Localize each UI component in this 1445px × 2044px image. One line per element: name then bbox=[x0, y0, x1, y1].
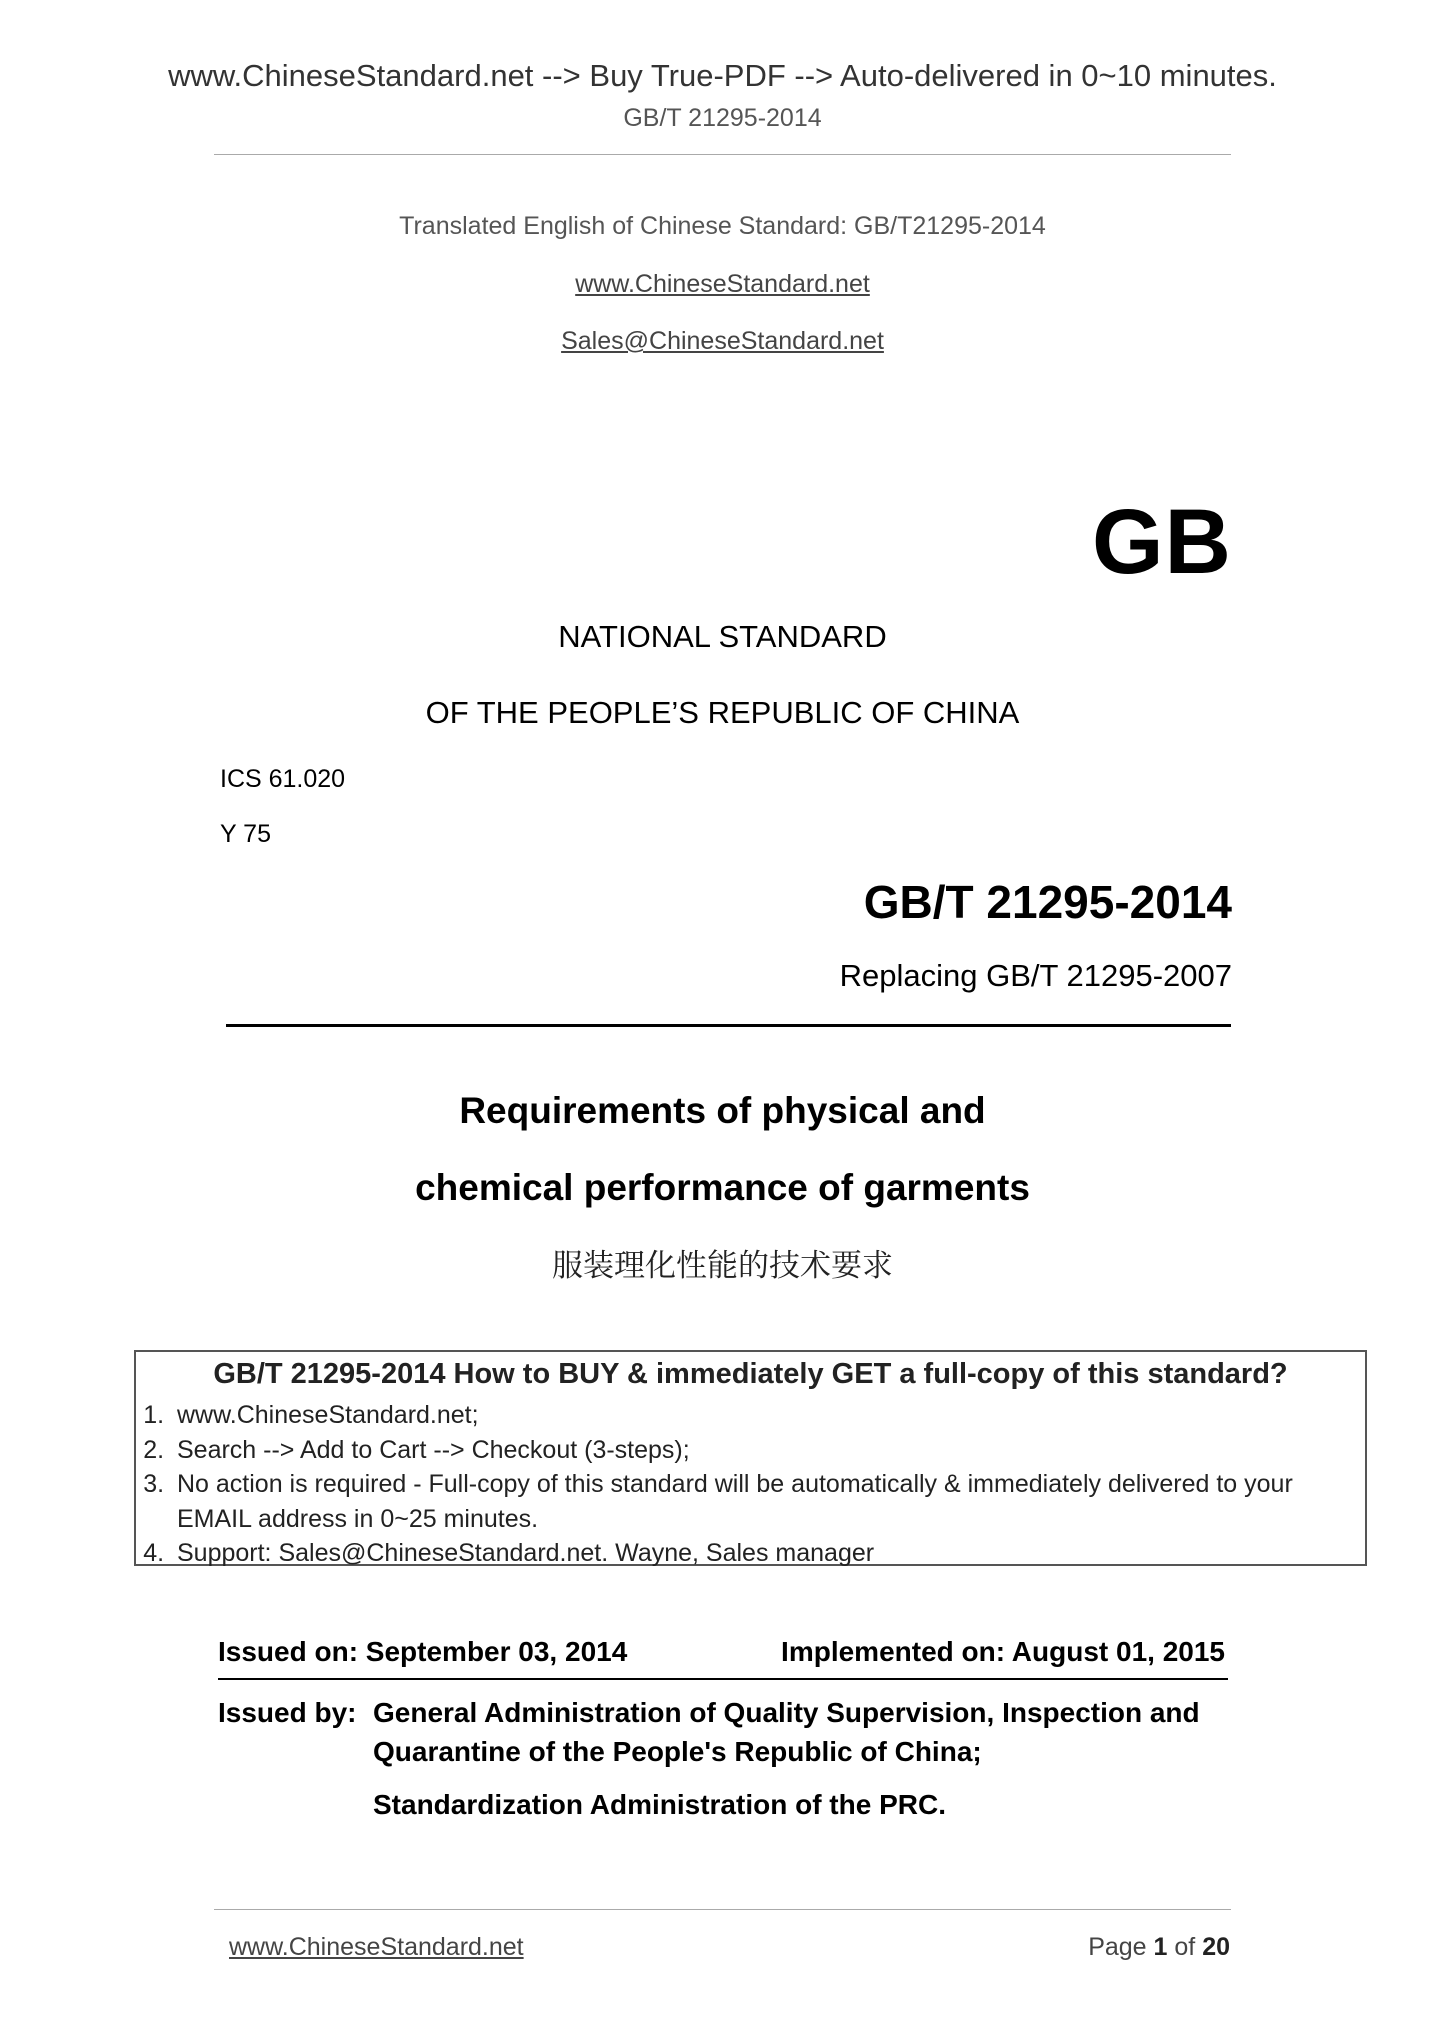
buy-box-heading: GB/T 21295-2014 How to BUY & immediately GET a full-copy of this standard? bbox=[213, 1358, 1288, 1390]
document-title-chinese: 服装理化性能的技术要求 bbox=[552, 1248, 893, 1283]
email-link-wrap bbox=[0, 327, 1445, 356]
gb-mark: GB bbox=[1092, 491, 1232, 593]
website-link-wrap bbox=[0, 270, 1445, 299]
email-link[interactable]: Sales@ChineseStandard.net bbox=[561, 327, 884, 355]
buy-steps-list bbox=[136, 1398, 1365, 1571]
page-of: of bbox=[1167, 1933, 1203, 1961]
issuer-line-3: Standardization Administration of the PRC. bbox=[373, 1789, 946, 1820]
ics-code: ICS 61.020 bbox=[220, 765, 346, 793]
issuer-line-2: Quarantine of the People's Republic of China; bbox=[373, 1736, 982, 1767]
national-standard-heading: NATIONAL STANDARD bbox=[558, 619, 887, 654]
dates-divider bbox=[218, 1678, 1228, 1680]
issuer-line-1: General Administration of Quality Supervision, Inspection and bbox=[373, 1697, 1200, 1728]
translation-note: Translated English of Chinese Standard: GB/T21295-2014 bbox=[399, 212, 1046, 240]
buy-step: 1. www.ChineseStandard.net; bbox=[171, 1398, 1365, 1433]
buy-instructions-box bbox=[134, 1350, 1367, 1566]
document-title-line-1: Requirements of physical and bbox=[459, 1090, 986, 1131]
page-prefix: Page bbox=[1088, 1933, 1154, 1961]
header-banner: www.ChineseStandard.net --> Buy True-PDF --> Auto-delivered in 0~10 minutes. bbox=[168, 58, 1277, 93]
country-heading: OF THE PEOPLE’S REPUBLIC OF CHINA bbox=[425, 695, 1020, 730]
page-total: 20 bbox=[1202, 1933, 1230, 1961]
page-current: 1 bbox=[1153, 1933, 1168, 1961]
issued-by-label: Issued by: bbox=[218, 1697, 357, 1728]
document-title-line-2: chemical performance of garments bbox=[415, 1167, 1030, 1208]
page-indicator bbox=[1088, 1933, 1230, 1962]
buy-step: 4. Support: Sales@ChineseStandard.net. Wayne, Sales manager bbox=[171, 1536, 1365, 1571]
implemented-on-date: Implemented on: August 01, 2015 bbox=[781, 1636, 1225, 1667]
buy-step: 3. No action is required - Full-copy of this standard will be automatically & immediately delivered to your EMAIL address in 0~25 minutes. bbox=[171, 1467, 1365, 1536]
standard-number: GB/T 21295-2014 bbox=[863, 876, 1232, 928]
buy-step: 2. Search --> Add to Cart --> Checkout (3-steps); bbox=[171, 1433, 1365, 1468]
footer-divider bbox=[214, 1909, 1231, 1910]
website-link[interactable]: www.ChineseStandard.net bbox=[575, 270, 870, 298]
footer-website-link[interactable]: www.ChineseStandard.net bbox=[229, 1933, 524, 1961]
replacing-note: Replacing GB/T 21295-2007 bbox=[839, 958, 1232, 993]
issued-on-date: Issued on: September 03, 2014 bbox=[218, 1636, 628, 1667]
header-divider bbox=[214, 154, 1231, 155]
header-standard-number: GB/T 21295-2014 bbox=[623, 104, 822, 132]
title-divider bbox=[226, 1024, 1231, 1027]
ccs-code: Y 75 bbox=[220, 820, 271, 848]
